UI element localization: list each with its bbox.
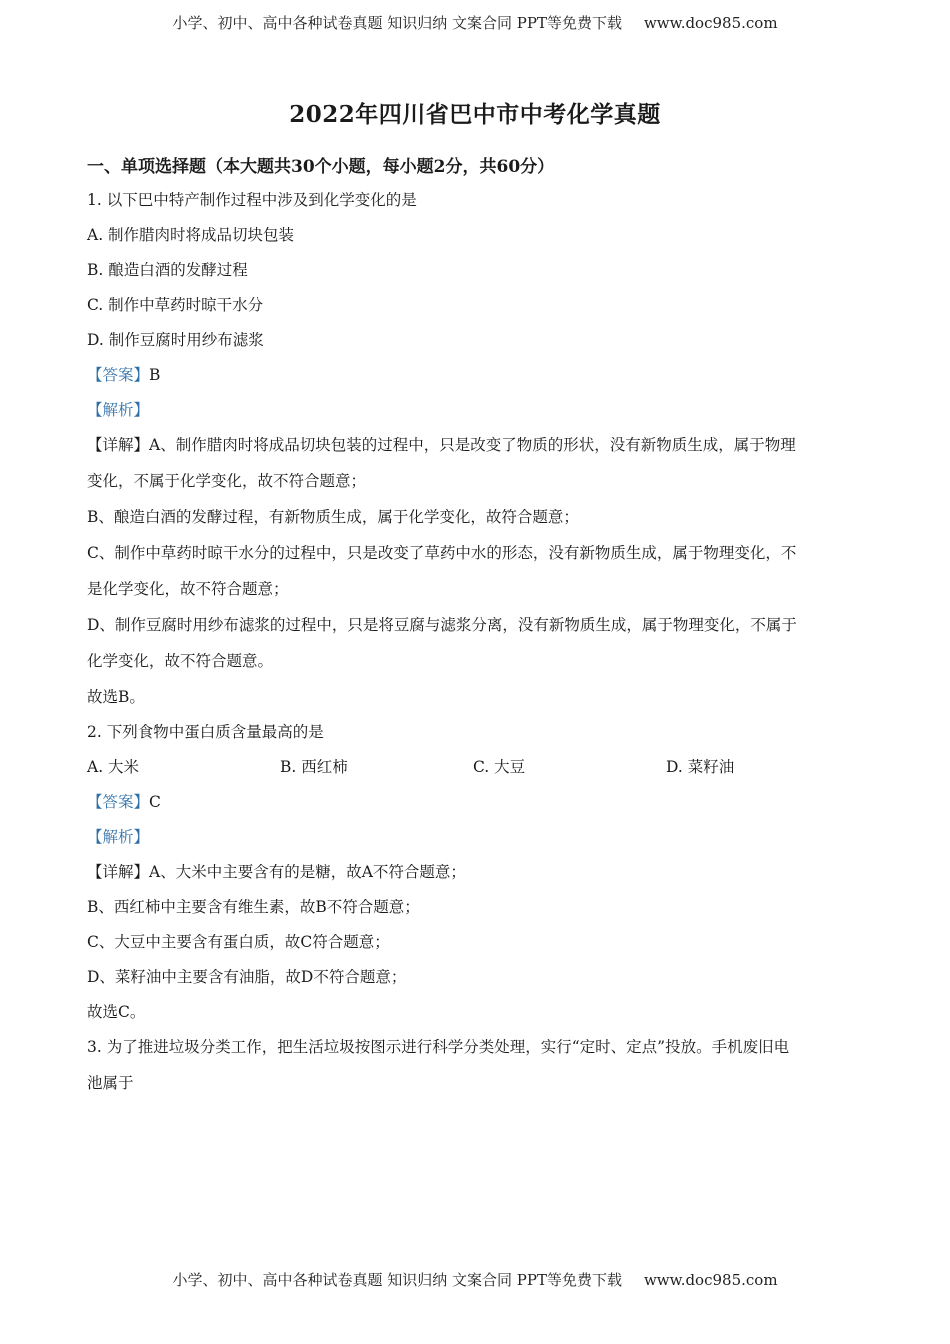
q1-conclusion: 故选B。 <box>87 688 145 706</box>
q2-detail-line-3: C、大豆中主要含有蛋白质，故C符合题意； <box>87 933 390 951</box>
q3-stem-line-1: 3. 为了推进垃圾分类工作，把生活垃圾按图示进行科学分类处理，实行“定时、定点”投放。手机废旧电 <box>87 1038 790 1056</box>
q2-answer <box>87 785 859 820</box>
detail-tag: 【详解】 <box>87 863 150 881</box>
page-title: 2022年四川省巴中市中考化学真题 <box>289 101 661 128</box>
q1-detail-line-1 <box>87 428 859 464</box>
q2-detail-line-4: D、菜籽油中主要含有油脂，故D不符合题意； <box>87 968 407 986</box>
q2-detail-line-1 <box>87 855 859 890</box>
q1-detail-line-4: C、制作中草药时晾干水分的过程中，只是改变了草药中水的形态，没有新物质生成，属于物理变化，不 <box>87 544 797 562</box>
q2-stem: 2. 下列食物中蛋白质含量最高的是 <box>87 723 324 741</box>
q1-option-d: D. 制作豆腐时用纱布滤浆 <box>87 331 264 349</box>
q1-analysis-tag: 【解析】 <box>87 401 150 419</box>
detail-tag: 【详解】 <box>87 436 150 454</box>
header-text: 小学、初中、高中各种试卷真题 知识归纳 文案合同 PPT等免费下载 <box>172 14 622 32</box>
q1-detail-line-5: 是化学变化，故不符合题意； <box>87 580 289 598</box>
q1-option-c: C. 制作中草药时晾干水分 <box>87 296 264 314</box>
q2-analysis-tag: 【解析】 <box>87 828 150 846</box>
section-heading: 一、单项选择题（本大题共30个小题，每小题2分，共60分） <box>87 157 555 177</box>
header-url[interactable]: www.doc985.com <box>643 14 778 32</box>
q1-answer <box>87 358 859 393</box>
q1-answer-value: B <box>149 366 161 384</box>
page-header <box>0 12 950 33</box>
q2-options <box>87 750 859 785</box>
q1-option-b: B. 酿造白酒的发酵过程 <box>87 261 248 279</box>
q1-detail-line-6: D、制作豆腐时用纱布滤浆的过程中，只是将豆腐与滤浆分离，没有新物质生成，属于物理变化，不属于 <box>87 616 797 634</box>
q2-option-a: A. 大米 <box>87 758 140 776</box>
q1-detail-line-3: B、酿造白酒的发酵过程，有新物质生成，属于化学变化，故符合题意； <box>87 508 579 526</box>
footer-text: 小学、初中、高中各种试卷真题 知识归纳 文案合同 PPT等免费下载 <box>172 1271 622 1289</box>
q2-answer-value: C <box>149 793 161 811</box>
q1-detail-line-2: 变化，不属于化学变化，故不符合题意； <box>87 472 367 490</box>
footer-url[interactable]: www.doc985.com <box>643 1271 778 1289</box>
q2-detail-text-1: A、大米中主要含有的是糖，故A不符合题意； <box>149 863 466 881</box>
answer-tag: 【答案】 <box>87 366 150 384</box>
q1-detail-line-7: 化学变化，故不符合题意。 <box>87 652 274 670</box>
q1-stem: 1. 以下巴中特产制作过程中涉及到化学变化的是 <box>87 191 417 209</box>
q1-detail-text-1: A、制作腊肉时将成品切块包装的过程中，只是改变了物质的形状，没有新物质生成，属于物理 <box>149 436 796 454</box>
answer-tag: 【答案】 <box>87 793 150 811</box>
q2-option-c: C. 大豆 <box>473 758 526 776</box>
q3-stem-line-2: 池属于 <box>87 1074 134 1092</box>
page-footer <box>0 1269 950 1290</box>
document-body <box>87 183 859 1102</box>
q1-option-a: A. 制作腊肉时将成品切块包装 <box>87 226 295 244</box>
q2-conclusion: 故选C。 <box>87 1003 146 1021</box>
q2-option-b: B. 西红柿 <box>280 758 348 776</box>
q2-option-d: D. 菜籽油 <box>666 758 735 776</box>
q2-detail-line-2: B、西红柿中主要含有维生素，故B不符合题意； <box>87 898 420 916</box>
